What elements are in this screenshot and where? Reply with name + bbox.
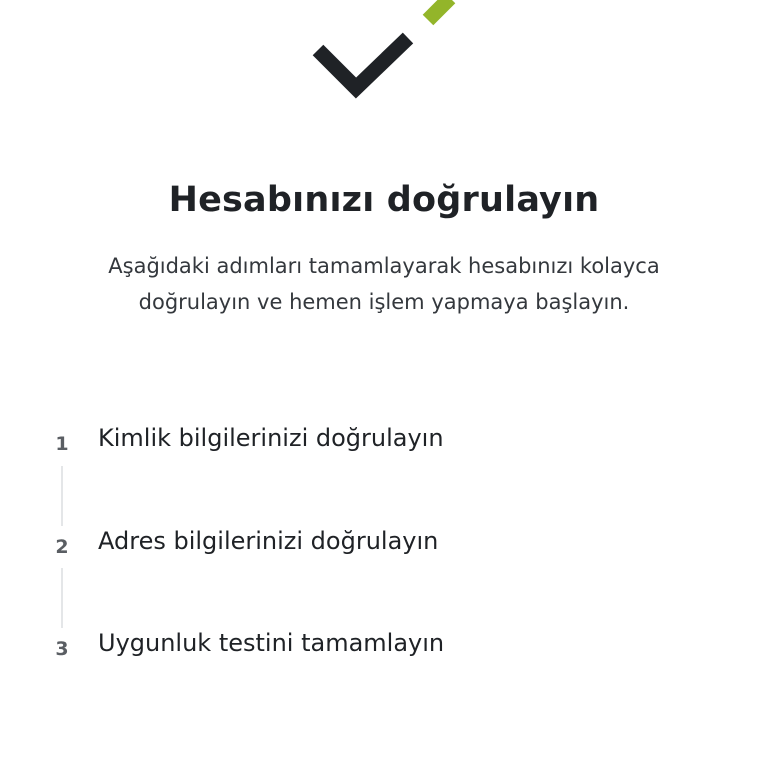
step-label: Adres bilgilerinizi doğrulayın xyxy=(98,527,439,555)
subtitle-line-1: Aşağıdaki adımları tamamlayarak hesabınızı kolayca xyxy=(108,254,660,278)
step-number: 3 xyxy=(55,638,69,660)
step-item-1 xyxy=(0,422,768,462)
subtitle-line-2: doğrulayın ve hemen işlem yapmaya başlayın. xyxy=(138,290,630,314)
step-connector xyxy=(61,568,63,628)
step-number: 2 xyxy=(55,536,69,558)
page-title: Hesabınızı doğrulayın xyxy=(168,180,600,220)
step-item-2 xyxy=(0,525,768,565)
step-label: Uygunluk testini tamamlayın xyxy=(98,629,445,657)
step-label: Kimlik bilgilerinizi doğrulayın xyxy=(98,424,444,452)
step-item-3 xyxy=(0,627,768,667)
step-number: 1 xyxy=(55,433,69,455)
step-connector xyxy=(61,466,63,526)
